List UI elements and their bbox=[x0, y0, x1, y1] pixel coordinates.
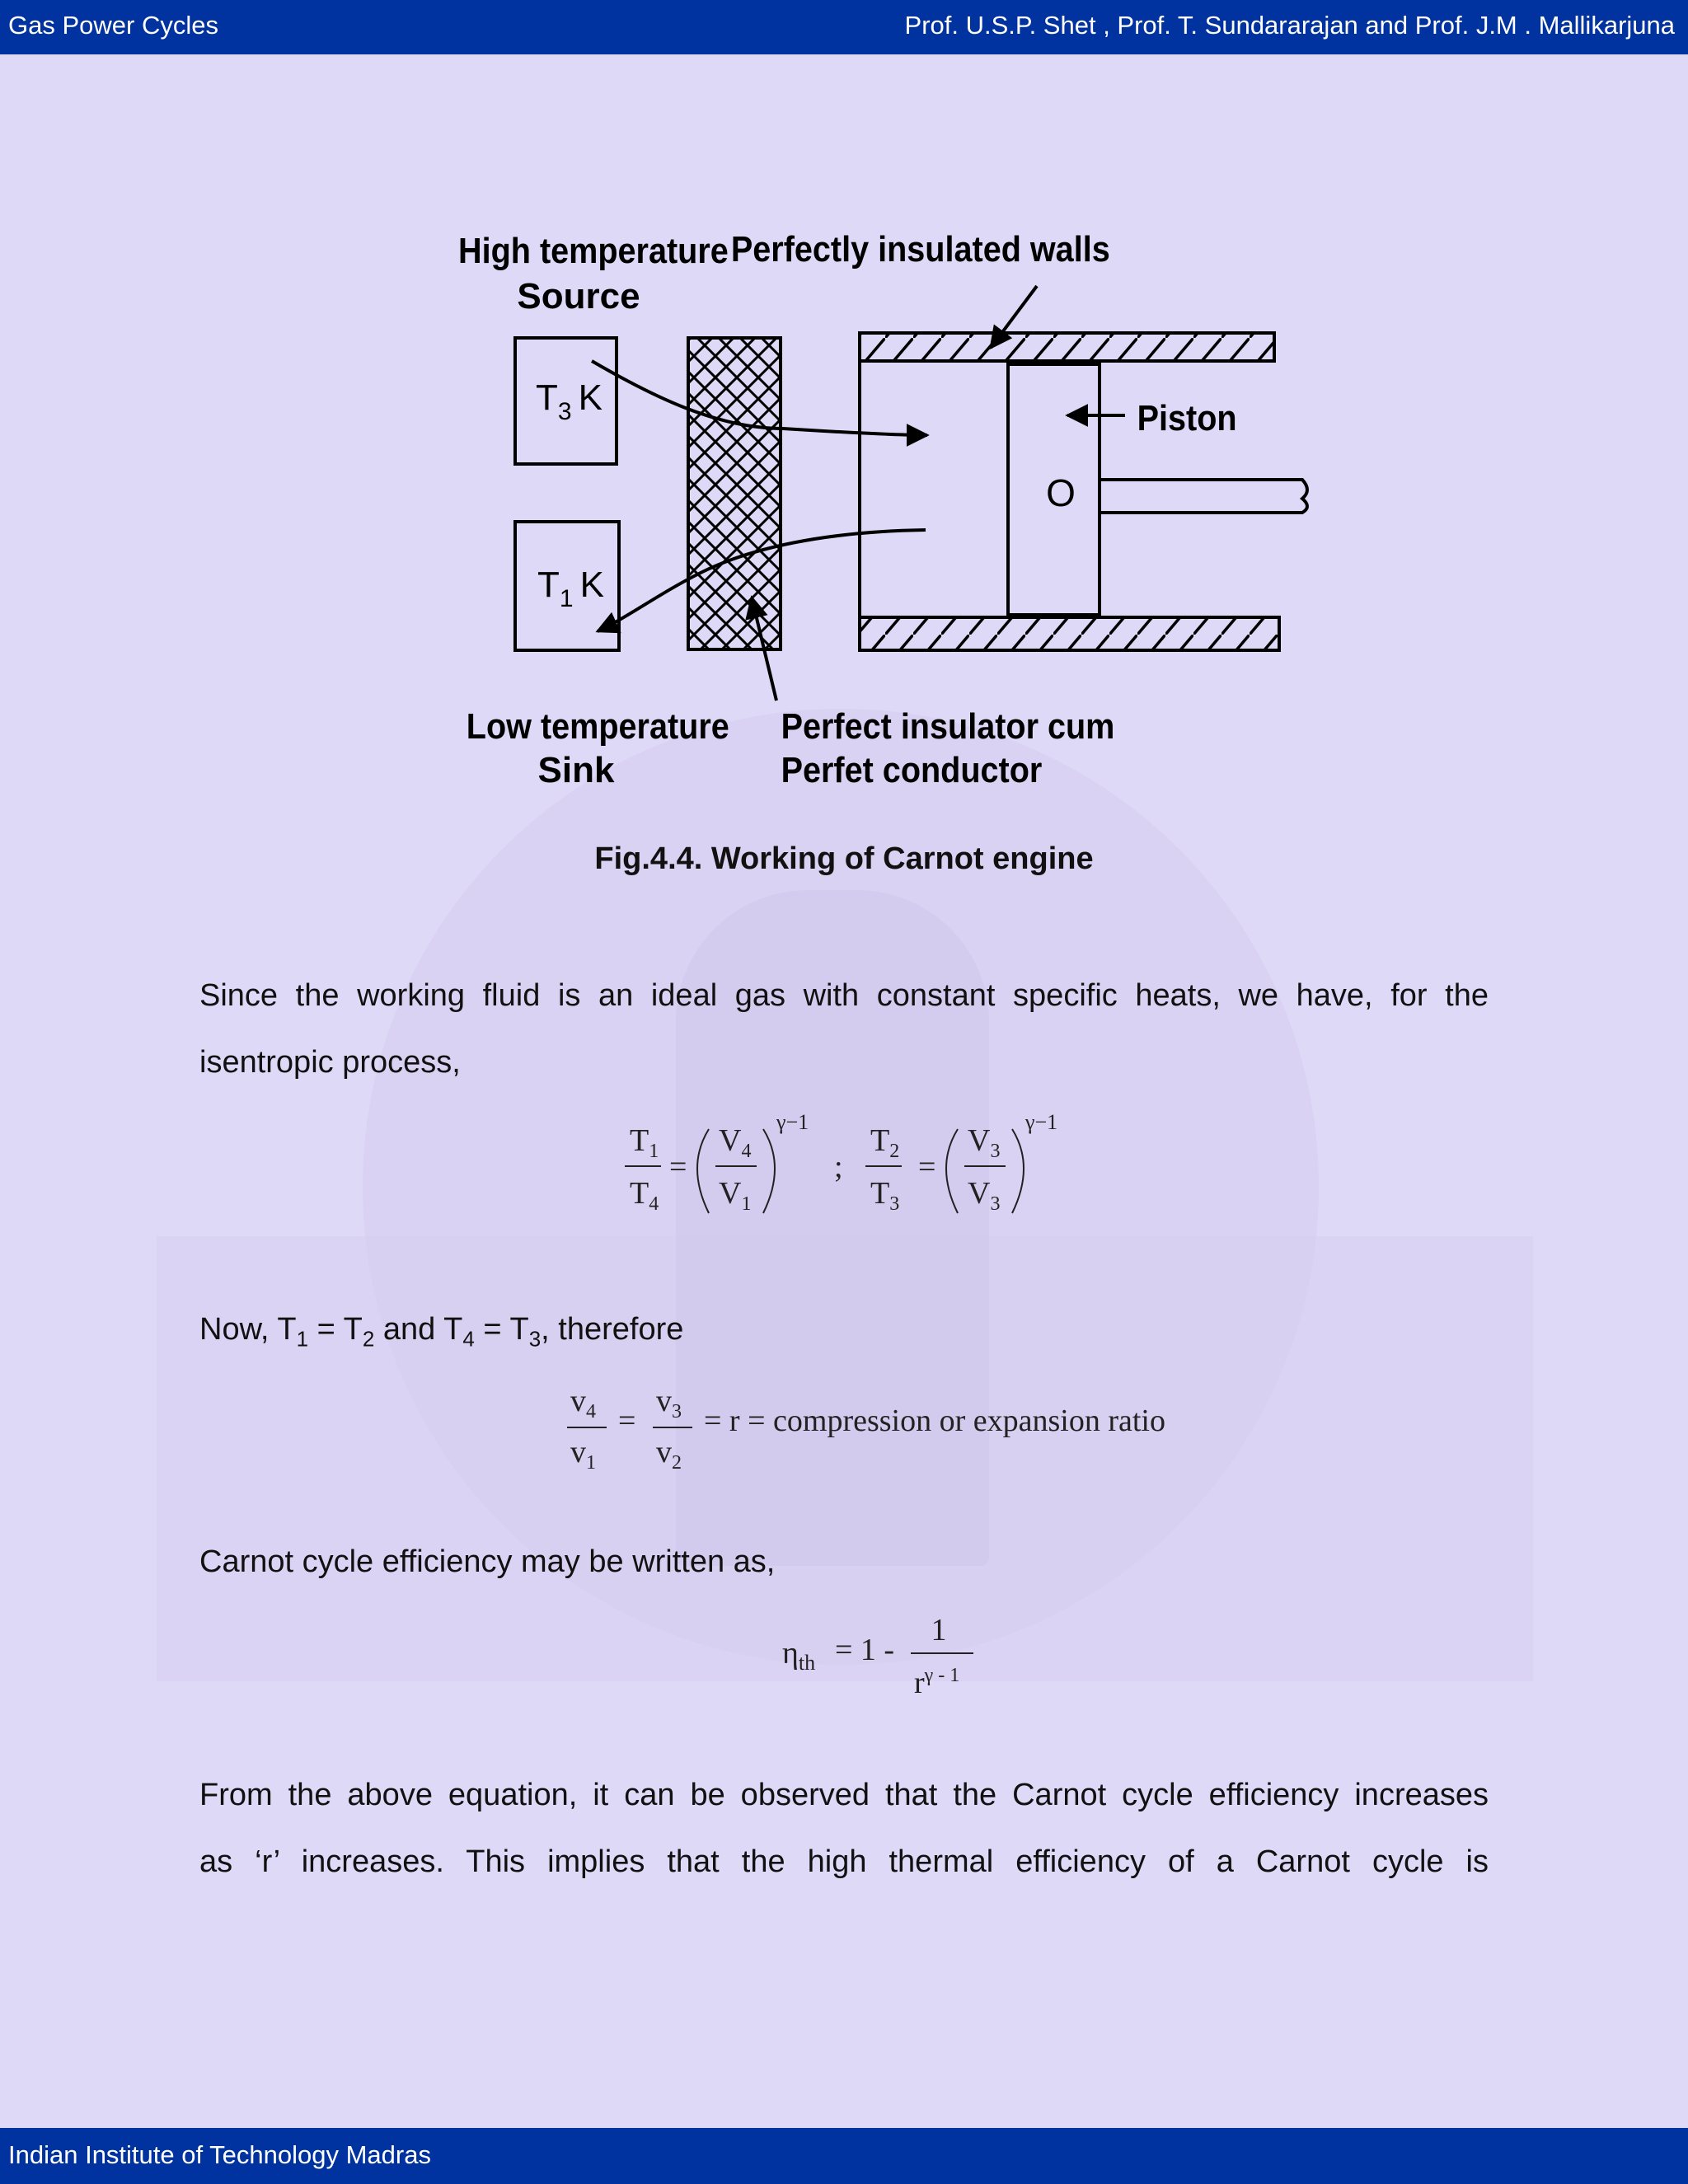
svg-text:γ−1: γ−1 bbox=[776, 1110, 809, 1134]
paragraph-conclusion bbox=[199, 1762, 1489, 1896]
svg-text:T1: $T_1$ bbox=[630, 1123, 659, 1162]
svg-text:v1: $v_1$ bbox=[570, 1435, 596, 1474]
paragraph-isentropic bbox=[199, 963, 1489, 1096]
cylinder-top-wall bbox=[860, 333, 1274, 361]
svg-text:T4: $T_4$ bbox=[630, 1176, 659, 1215]
low-temp-label-line2: Sink bbox=[537, 750, 615, 790]
svg-text:;: ; bbox=[834, 1150, 843, 1184]
svg-text:V3: $V_3$ bbox=[968, 1176, 1001, 1215]
figure-caption: Fig.4.4. Working of Carnot engine bbox=[594, 841, 1094, 876]
insulator-label-line2: Perfet conductor bbox=[781, 749, 1043, 790]
svg-text:=: = bbox=[918, 1150, 936, 1184]
svg-text:V1: $V_1$ bbox=[719, 1176, 752, 1215]
authors: Prof. U.S.P. Shet , Prof. T. Sundararajan and Prof. J.M . Mallikarjuna bbox=[904, 11, 1675, 40]
course-title: Gas Power Cycles bbox=[8, 11, 218, 40]
svg-text:V3: $V_3$ bbox=[968, 1123, 1001, 1162]
svg-text:rγ - 1: $r^{\gamma - 1}$ bbox=[914, 1665, 960, 1700]
svg-text:V4: $V_4$ bbox=[719, 1123, 752, 1162]
high-temp-label-line2: Source bbox=[517, 276, 640, 316]
compression-ratio-equation bbox=[560, 1376, 1220, 1475]
insulated-walls-label: Perfectly insulated walls bbox=[730, 228, 1110, 269]
svg-text:= r = compression or expansion: = r = compression or expansion ratio bbox=[704, 1404, 1165, 1438]
paragraph-efficiency-intro bbox=[199, 1529, 1489, 1596]
insulator-conductor-block bbox=[688, 338, 781, 649]
paragraph-line: Carnot cycle efficiency may be written as, bbox=[199, 1544, 776, 1579]
t1-label: $T_1$ K bbox=[537, 565, 604, 612]
high-temp-label-line1: High temperature bbox=[458, 230, 729, 271]
t3-label: $T_3$ K bbox=[536, 377, 603, 425]
piston-pin: O bbox=[1046, 471, 1076, 514]
svg-text:v4: $v_4$ bbox=[570, 1384, 596, 1422]
svg-text:γ−1: γ−1 bbox=[1025, 1110, 1058, 1134]
carnot-efficiency-equation bbox=[779, 1607, 985, 1706]
svg-text:= 1 -: = 1 - bbox=[835, 1633, 895, 1667]
carnot-engine-diagram bbox=[437, 206, 1343, 816]
insulator-label-line1: Perfect insulator cum bbox=[781, 705, 1115, 747]
paragraph-line: isentropic process, bbox=[199, 1045, 461, 1080]
piston-label: Piston bbox=[1137, 397, 1237, 438]
isentropic-relation-equation bbox=[618, 1104, 1080, 1228]
paragraph-line: From the above equation, it can be observed that the Carnot cycle efficiency increases bbox=[199, 1778, 1489, 1812]
paragraph-line: as ‘r’ increases. This implies that the high thermal efficiency of a Carnot cycle is bbox=[199, 1844, 1489, 1879]
svg-text:=: = bbox=[669, 1150, 687, 1184]
cylinder-bottom-wall bbox=[860, 617, 1279, 650]
piston-rod bbox=[1100, 480, 1307, 513]
svg-text:T3: $T_3$ bbox=[870, 1176, 900, 1215]
svg-text:T2: $T_2$ bbox=[870, 1123, 900, 1162]
svg-text:=: = bbox=[618, 1404, 636, 1438]
page-header bbox=[0, 0, 1688, 54]
paragraph-line: Since the working fluid is an ideal gas with constant specific heats, we have, for the bbox=[199, 978, 1489, 1013]
page-footer bbox=[0, 2128, 1688, 2184]
low-temp-label-line1: Low temperature bbox=[466, 705, 729, 747]
paragraph-line: Now, $T_1 = T_2$ and $T_4 = T_3$, therefore bbox=[199, 1312, 684, 1352]
svg-text:1: 1 bbox=[931, 1613, 947, 1647]
svg-text:ηth: $\eta_{th}$ bbox=[782, 1636, 816, 1675]
paragraph-equal-temperatures bbox=[199, 1296, 1489, 1373]
svg-text:v2: $v_2$ bbox=[656, 1435, 682, 1474]
svg-text:v3: $v_3$ bbox=[656, 1384, 682, 1422]
institute-name: Indian Institute of Technology Madras bbox=[8, 2140, 431, 2169]
